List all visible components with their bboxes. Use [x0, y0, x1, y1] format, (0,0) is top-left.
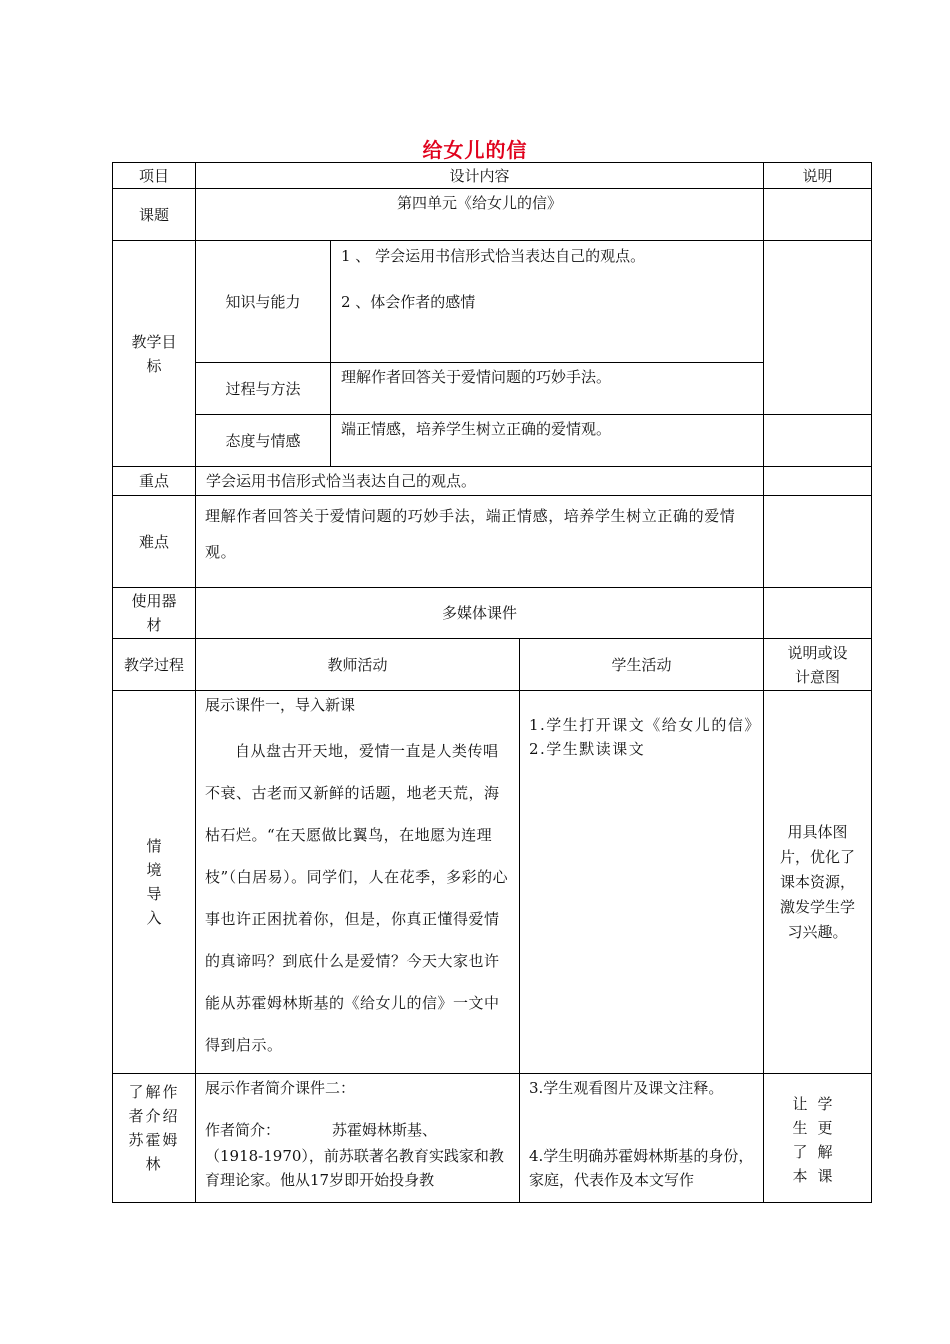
process-header-label: 教学过程	[112, 638, 196, 691]
knowledge-item-1: 1 、 学会运用书信形式恰当表达自己的观点。	[341, 247, 646, 265]
attitude-label: 态度与情感	[195, 414, 331, 467]
header-item: 项目	[112, 162, 196, 189]
section2-teacher-title: 展示作者简介课件二：	[205, 1079, 356, 1097]
equipment-value: 多媒体课件	[195, 587, 764, 639]
objectives-note	[763, 240, 872, 415]
section1-label: 情境导入	[112, 690, 196, 1074]
teacher-activity-header: 教师活动	[195, 638, 520, 691]
section2-teacher-intro: 作者简介：	[205, 1121, 281, 1139]
attitude-note	[763, 414, 872, 467]
section2-teacher-name: 苏霍姆林斯基、	[332, 1121, 438, 1139]
section2-student-4: 4.学生明确苏霍姆林斯基的身份，家庭，代表作及本文写作	[529, 1147, 754, 1189]
process-value: 理解作者回答关于爱情问题的巧妙手法。	[330, 362, 764, 415]
header-content: 设计内容	[195, 162, 764, 189]
section1-student	[519, 690, 764, 1074]
section2-teacher	[195, 1073, 520, 1203]
section2-student-3: 3.学生观看图片及课文注释。	[529, 1079, 724, 1097]
knowledge-item-2: 2 、体会作者的感情	[341, 293, 476, 311]
section2-student	[519, 1073, 764, 1203]
section1-student-1: 1.学生打开课文《给女儿的信》	[529, 716, 761, 734]
section2-teacher-body: （1918-1970），前苏联著名教育实践家和教育理论家。他从17岁即开始投身教	[205, 1147, 504, 1189]
section1-student-2: 2.学生默读课文	[529, 740, 646, 758]
topic-note	[763, 188, 872, 241]
equipment-note	[763, 587, 872, 639]
difficulty-label: 难点	[112, 495, 196, 588]
knowledge-items	[330, 240, 764, 363]
key-point-value: 学会运用书信形式恰当表达自己的观点。	[195, 466, 764, 496]
section1-teacher-title: 展示课件一，导入新课	[205, 696, 356, 714]
key-point-label: 重点	[112, 466, 196, 496]
header-note: 说明	[763, 162, 872, 189]
section1-note: 用具体图片，优化了课本资源，激发学生学习兴趣。	[763, 690, 872, 1074]
difficulty-value: 理解作者回答关于爱情问题的巧妙手法，端正情感，培养学生树立正确的爱情观。	[195, 495, 764, 588]
section2-label: 了解作者介绍苏霍姆林	[112, 1073, 196, 1203]
attitude-value: 端正情感，培养学生树立正确的爱情观。	[330, 414, 764, 467]
topic-label: 课题	[112, 188, 196, 241]
design-note-header: 说明或设计意图	[763, 638, 872, 691]
section2-teacher-intro-line	[205, 1118, 510, 1142]
difficulty-note	[763, 495, 872, 588]
key-point-note	[763, 466, 872, 496]
process-label: 过程与方法	[195, 362, 331, 415]
section1-teacher-body: 自从盘古开天地，爱情一直是人类传唱不衰、古老而又新鲜的话题，地老天荒，海枯石烂。“在天愿做比翼鸟，在地愿为连理枝”（白居易）。同学们，人在花季，多彩的心事也许正困扰着你，但是，你真正懂得爱情的真谛吗？到底什么是爱情？今天大家也许能从苏霍姆林斯基的《给女儿的信》一文中得到启示。	[205, 742, 509, 1054]
knowledge-label: 知识与能力	[195, 240, 331, 363]
objectives-label: 教学目标	[112, 240, 196, 467]
lesson-plan-table	[112, 162, 872, 1203]
section2-note: 让学生更了解本课	[763, 1073, 872, 1203]
student-activity-header: 学生活动	[519, 638, 764, 691]
page-title: 给女儿的信	[422, 138, 528, 162]
section1-teacher	[195, 690, 520, 1074]
topic-value: 第四单元《给女儿的信》	[195, 188, 764, 241]
equipment-label: 使用器材	[112, 587, 196, 639]
